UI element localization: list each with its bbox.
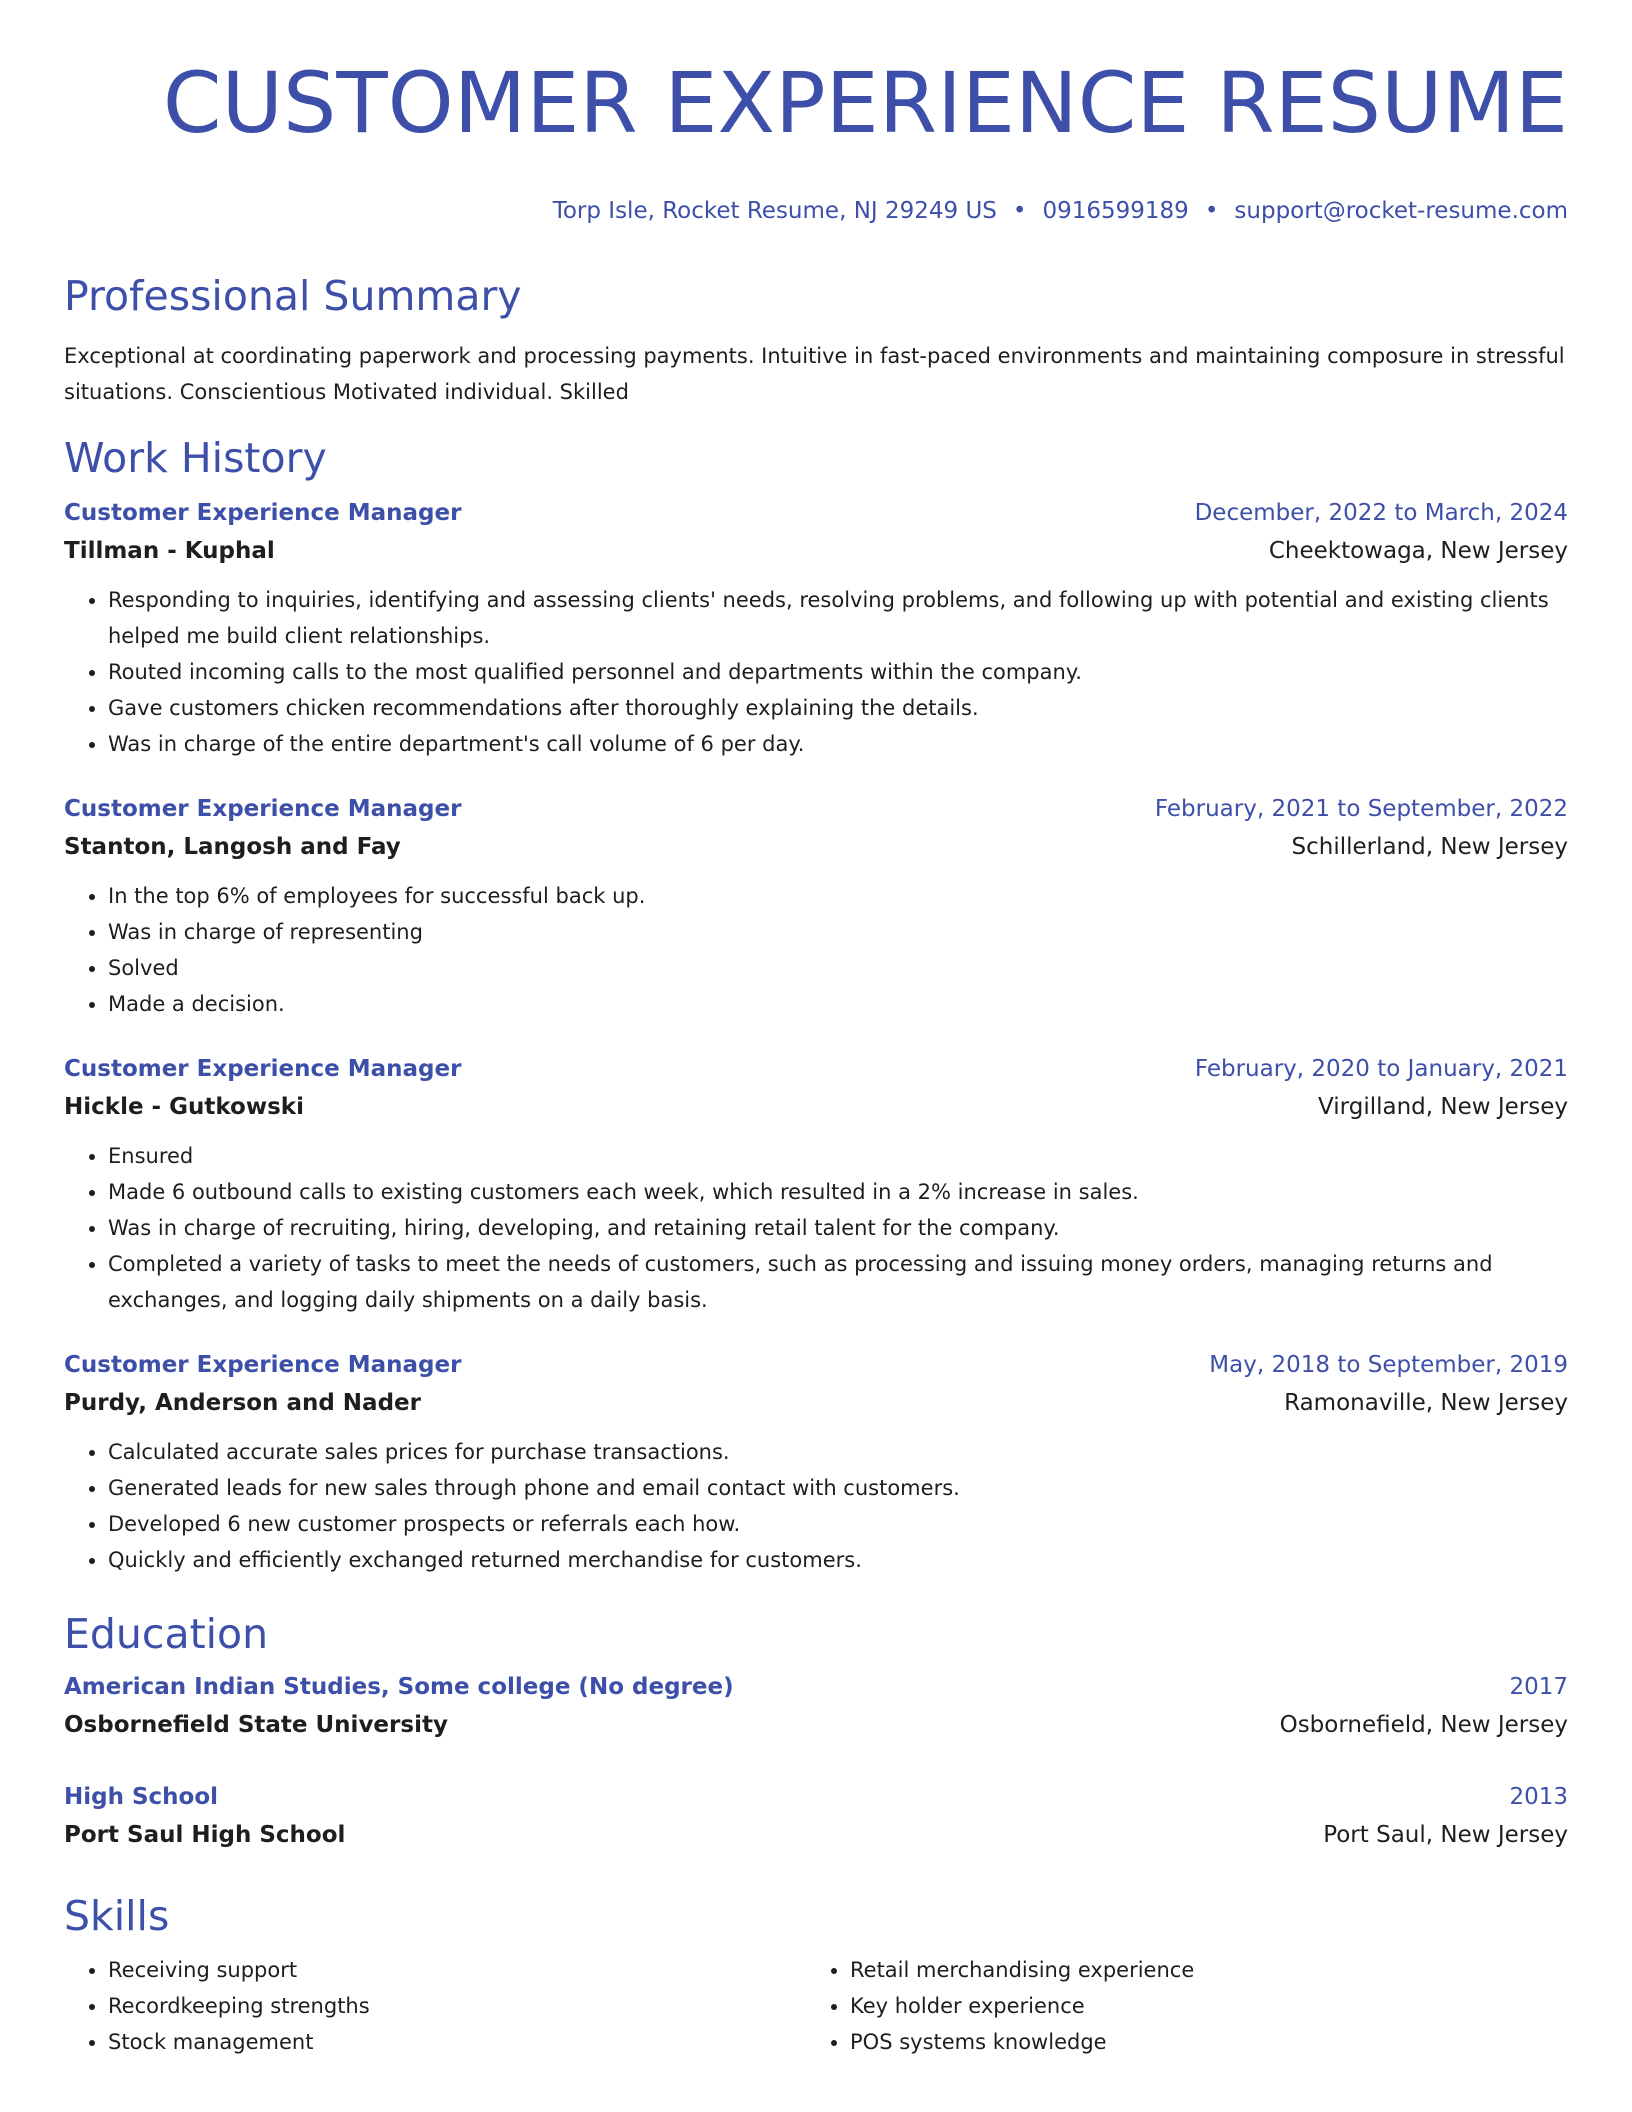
- job-bullet: • Made 6 outbound calls to existing customers each week, which resulted in a 2% increase in sales.: [108, 1174, 1568, 1210]
- job-bullets: [64, 582, 1568, 762]
- graduation-year: 2017: [1509, 1674, 1568, 1700]
- job-location: Virgilland, New Jersey: [1318, 1094, 1568, 1120]
- summary-heading: Professional Summary: [64, 272, 522, 320]
- job-entry: [64, 790, 1568, 1022]
- education-header-row: [64, 1778, 1568, 1816]
- job-dates: December, 2022 to March, 2024: [1194, 500, 1568, 526]
- skills-heading: Skills: [64, 1892, 170, 1940]
- work-history-heading: Work History: [64, 434, 327, 482]
- job-entry: [64, 1346, 1568, 1578]
- school-location: Osbornefield, New Jersey: [1279, 1712, 1568, 1738]
- employer-name: Purdy, Anderson and Nader: [64, 1390, 421, 1416]
- work-history-list: [64, 494, 1568, 1578]
- skill-item: • Key holder experience: [850, 1988, 1548, 2024]
- job-bullet: • In the top 6% of employees for successful back up.: [108, 878, 1568, 914]
- job-location: Cheektowaga, New Jersey: [1268, 538, 1568, 564]
- education-list: [64, 1668, 1568, 1854]
- job-bullets: [64, 1138, 1568, 1318]
- job-title: Customer Experience Manager: [64, 1352, 462, 1378]
- skill-item: • Recordkeeping strengths: [108, 1988, 806, 2024]
- contact-address: Torp Isle, Rocket Resume, NJ 29249 US: [552, 198, 997, 224]
- skill-item: • Stock management: [108, 2024, 806, 2060]
- degree: High School: [64, 1784, 219, 1810]
- school-name: Osbornefield State University: [64, 1712, 448, 1738]
- contact-separator: •: [1204, 198, 1219, 224]
- skills-columns: [64, 1952, 1568, 2060]
- job-bullet: • Ensured: [108, 1138, 1568, 1174]
- job-bullet: • Generated leads for new sales through phone and email contact with customers.: [108, 1470, 1568, 1506]
- school-name: Port Saul High School: [64, 1822, 346, 1848]
- job-header-row: [64, 494, 1568, 532]
- job-title: Customer Experience Manager: [64, 500, 462, 526]
- contact-line: [64, 196, 1568, 226]
- employer-name: Tillman - Kuphal: [64, 538, 275, 564]
- job-bullet: • Made a decision.: [108, 986, 1568, 1022]
- employer-name: Stanton, Langosh and Fay: [64, 834, 401, 860]
- degree: American Indian Studies, Some college (No degree): [64, 1674, 734, 1700]
- job-header-row: [64, 1346, 1568, 1384]
- job-bullet: • Was in charge of the entire department's call volume of 6 per day.: [108, 726, 1568, 762]
- job-bullet: • Calculated accurate sales prices for purchase transactions.: [108, 1434, 1568, 1470]
- job-bullet: • Completed a variety of tasks to meet the needs of customers, such as processing and issuing money orders, managing returns and exchanges, and logging daily shipments on a daily basis.: [108, 1246, 1568, 1318]
- job-bullet: • Was in charge of recruiting, hiring, developing, and retaining retail talent for the company.: [108, 1210, 1568, 1246]
- education-heading: Education: [64, 1610, 269, 1658]
- job-employer-row: [64, 828, 1568, 866]
- job-employer-row: [64, 1384, 1568, 1422]
- education-school-row: [64, 1816, 1568, 1854]
- skills-list-right: [806, 1952, 1548, 2060]
- job-location: Schillerland, New Jersey: [1291, 834, 1568, 860]
- education-school-row: [64, 1706, 1568, 1744]
- graduation-year: 2013: [1509, 1784, 1568, 1810]
- resume-title: CUSTOMER EXPERIENCE RESUME: [162, 54, 1568, 152]
- skill-item: • Receiving support: [108, 1952, 806, 1988]
- job-bullet: • Quickly and efficiently exchanged returned merchandise for customers.: [108, 1542, 1568, 1578]
- contact-separator: •: [1012, 198, 1027, 224]
- job-header-row: [64, 790, 1568, 828]
- job-entry: [64, 1050, 1568, 1318]
- job-bullet: • Responding to inquiries, identifying and assessing clients' needs, resolving problems, and following up with potential and existing clients helped me build client relationships.: [108, 582, 1568, 654]
- employer-name: Hickle - Gutkowski: [64, 1094, 304, 1120]
- school-location: Port Saul, New Jersey: [1323, 1822, 1568, 1848]
- summary-text: Exceptional at coordinating paperwork and processing payments. Intuitive in fast-paced environments and maintaining composure in stressful situations. Conscientious Motivated individual. Skilled: [64, 344, 1565, 404]
- job-header-row: [64, 1050, 1568, 1088]
- job-bullet: • Gave customers chicken recommendations after thoroughly explaining the details.: [108, 690, 1568, 726]
- skills-list-left: [64, 1952, 806, 2060]
- skill-item: • Retail merchandising experience: [850, 1952, 1548, 1988]
- job-location: Ramonaville, New Jersey: [1284, 1390, 1568, 1416]
- job-employer-row: [64, 532, 1568, 570]
- job-entry: [64, 494, 1568, 762]
- education-entry: [64, 1668, 1568, 1744]
- education-header-row: [64, 1668, 1568, 1706]
- contact-phone: 0916599189: [1042, 198, 1189, 224]
- job-dates: February, 2021 to September, 2022: [1154, 796, 1568, 822]
- job-bullets: [64, 1434, 1568, 1578]
- job-employer-row: [64, 1088, 1568, 1126]
- job-dates: May, 2018 to September, 2019: [1209, 1352, 1568, 1378]
- skill-item: • POS systems knowledge: [850, 2024, 1548, 2060]
- job-bullet: • Developed 6 new customer prospects or referrals each how.: [108, 1506, 1568, 1542]
- job-title: Customer Experience Manager: [64, 796, 462, 822]
- job-bullets: [64, 878, 1568, 1022]
- job-bullet: • Was in charge of representing: [108, 914, 1568, 950]
- job-bullet: • Routed incoming calls to the most qualified personnel and departments within the company.: [108, 654, 1568, 690]
- education-entry: [64, 1778, 1568, 1854]
- job-title: Customer Experience Manager: [64, 1056, 462, 1082]
- job-dates: February, 2020 to January, 2021: [1194, 1056, 1568, 1082]
- job-bullet: • Solved: [108, 950, 1568, 986]
- contact-email: support@rocket-resume.com: [1234, 198, 1568, 224]
